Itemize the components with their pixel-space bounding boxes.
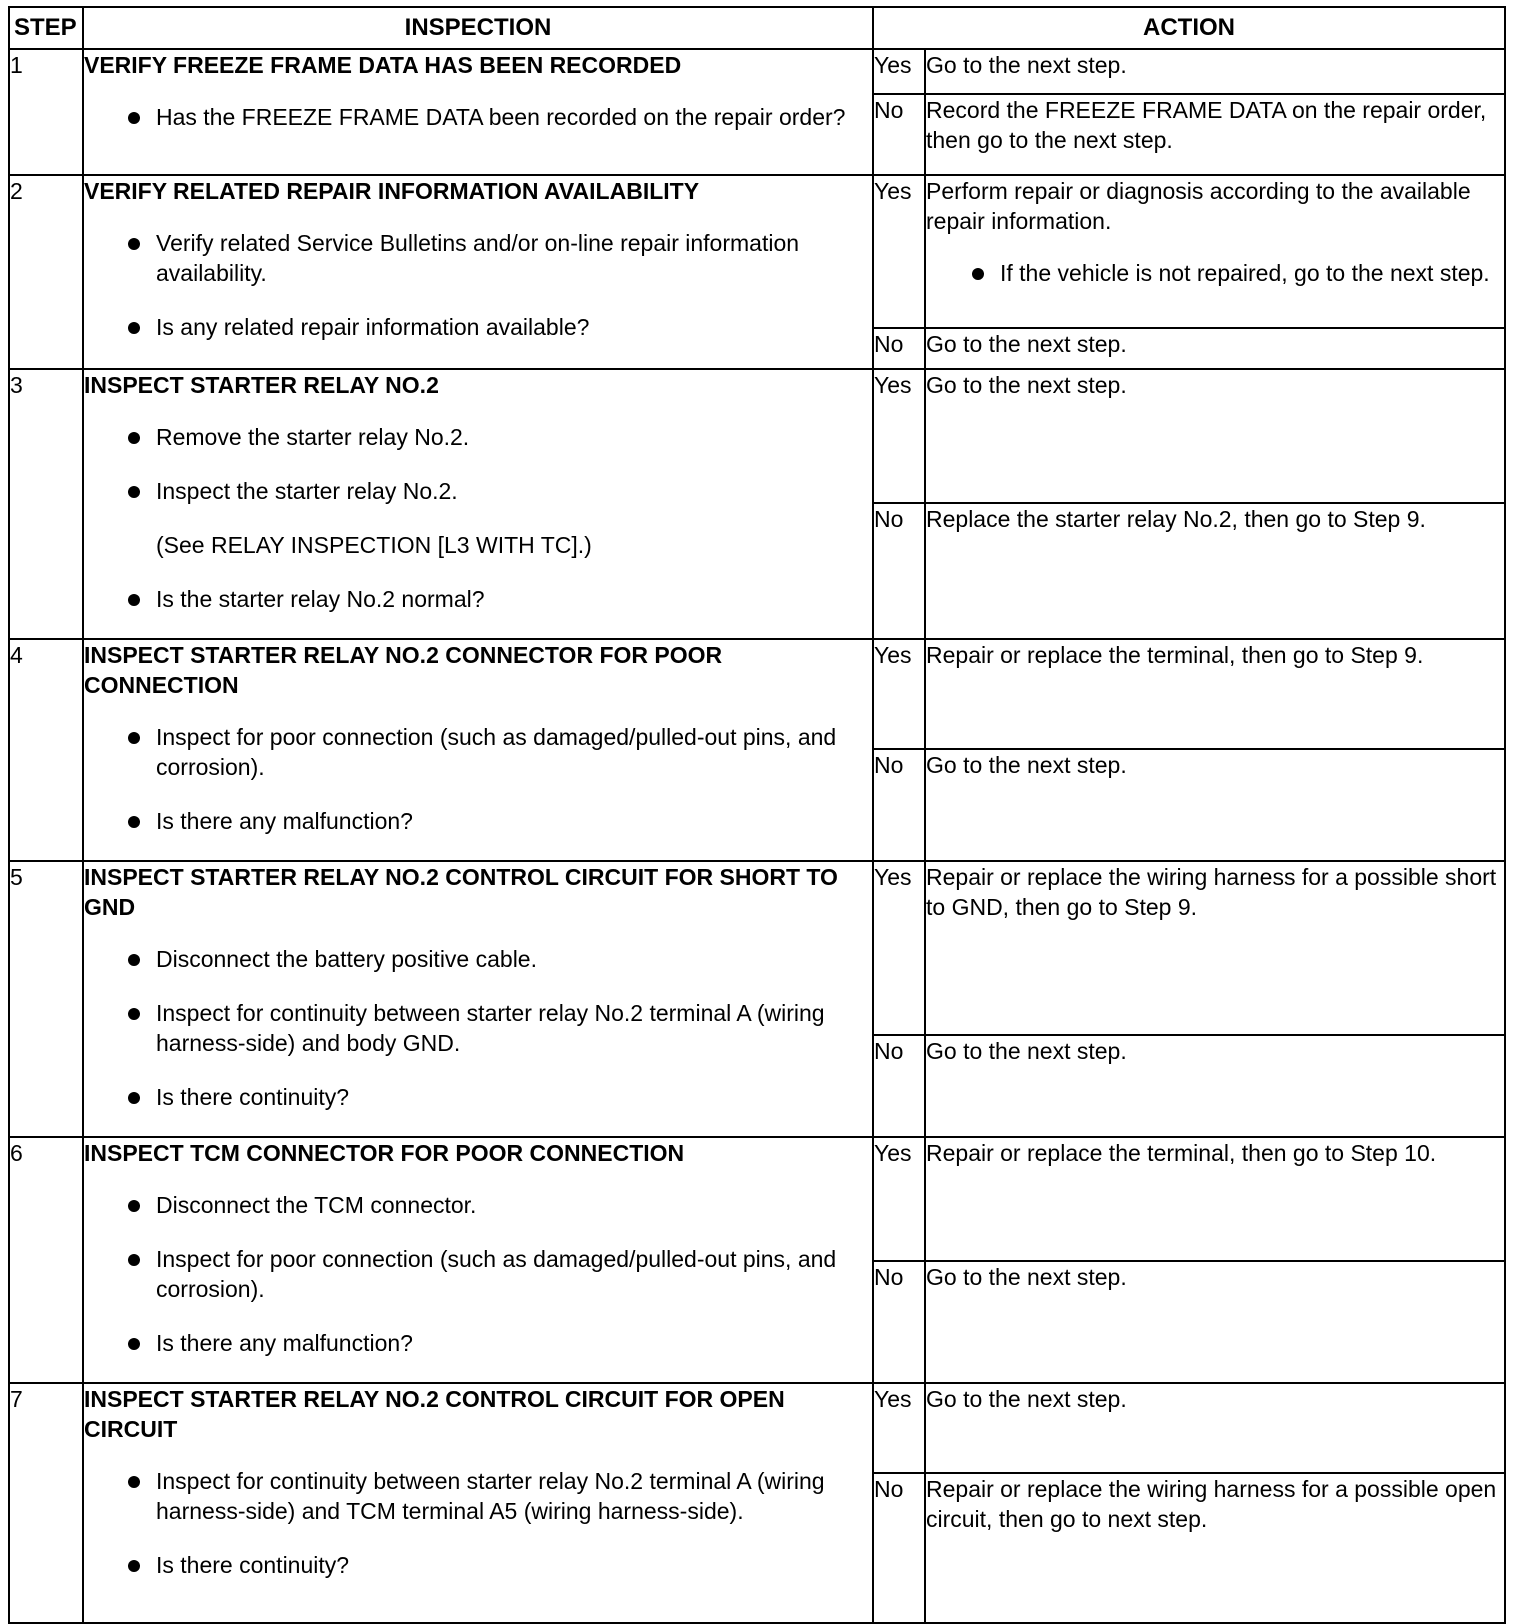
inspection-cell — [83, 49, 873, 175]
inspection-cell — [83, 861, 873, 1137]
inspection-bullet: Is the starter relay No.2 normal? — [84, 584, 872, 614]
inspection-title: INSPECT STARTER RELAY NO.2 CONTROL CIRCUIT FOR OPEN CIRCUIT — [84, 1386, 785, 1442]
table-header-row — [9, 7, 1505, 49]
inspection-bullet: Has the FREEZE FRAME DATA been recorded on the repair order? — [84, 102, 872, 132]
no-label: No — [873, 1035, 925, 1137]
inspection-bullet: Is there any malfunction? — [84, 1328, 872, 1358]
step-number: 6 — [9, 1137, 83, 1383]
inspection-title: INSPECT STARTER RELAY NO.2 CONTROL CIRCUIT FOR SHORT TO GND — [84, 864, 838, 920]
inspection-bullet: Is there any malfunction? — [84, 806, 872, 836]
yes-label: Yes — [873, 861, 925, 1035]
step-number: 2 — [9, 175, 83, 369]
inspection-title: VERIFY RELATED REPAIR INFORMATION AVAILABILITY — [84, 178, 700, 204]
inspection-title: VERIFY FREEZE FRAME DATA HAS BEEN RECORDED — [84, 52, 682, 78]
table-row — [9, 861, 1505, 1035]
inspection-reference-note: (See RELAY INSPECTION [L3 WITH TC].) — [156, 532, 592, 558]
inspection-cell — [83, 1383, 873, 1623]
table-row — [9, 175, 1505, 328]
yes-label: Yes — [873, 49, 925, 94]
no-action: Go to the next step. — [925, 1035, 1505, 1137]
table-row — [9, 369, 1505, 503]
inspection-bullet: Inspect for poor connection (such as damaged/pulled-out pins, and corrosion). — [84, 722, 872, 782]
step-number: 3 — [9, 369, 83, 639]
inspection-bullet: Is there continuity? — [84, 1082, 872, 1112]
yes-action: Perform repair or diagnosis according to the available repair information. — [926, 178, 1471, 234]
step-number: 7 — [9, 1383, 83, 1623]
yes-action: Go to the next step. — [925, 369, 1505, 503]
yes-action: Go to the next step. — [925, 1383, 1505, 1473]
yes-label: Yes — [873, 639, 925, 749]
yes-label: Yes — [873, 369, 925, 503]
no-action: Record the FREEZE FRAME DATA on the repair order, then go to the next step. — [925, 94, 1505, 175]
yes-action: Repair or replace the terminal, then go to Step 9. — [925, 639, 1505, 749]
no-label: No — [873, 503, 925, 639]
inspection-bullet: Inspect for poor connection (such as damaged/pulled-out pins, and corrosion). — [84, 1244, 872, 1304]
yes-action: Repair or replace the terminal, then go to Step 10. — [925, 1137, 1505, 1261]
step-number: 5 — [9, 861, 83, 1137]
table-row — [9, 1137, 1505, 1261]
header-action: ACTION — [873, 7, 1505, 49]
no-action: Repair or replace the wiring harness for a possible open circuit, then go to next step. — [925, 1473, 1505, 1623]
inspection-bullet: Disconnect the battery positive cable. — [84, 944, 872, 974]
no-action: Go to the next step. — [925, 328, 1505, 369]
inspection-cell — [83, 369, 873, 639]
no-label: No — [873, 1473, 925, 1623]
no-action: Go to the next step. — [925, 749, 1505, 861]
no-label: No — [873, 328, 925, 369]
inspection-title: INSPECT STARTER RELAY NO.2 — [84, 372, 439, 398]
no-label: No — [873, 749, 925, 861]
inspection-title: INSPECT TCM CONNECTOR FOR POOR CONNECTION — [84, 1140, 685, 1166]
table-row — [9, 49, 1505, 94]
inspection-bullet: Inspect for continuity between starter relay No.2 terminal A (wiring harness-side) and body GND. — [84, 998, 872, 1058]
yes-action-cell — [925, 175, 1505, 328]
table-row — [9, 1383, 1505, 1473]
header-inspection: INSPECTION — [83, 7, 873, 49]
no-label: No — [873, 94, 925, 175]
inspection-bullet: Inspect for continuity between starter relay No.2 terminal A (wiring harness-side) and TCM terminal A5 (wiring harness-side). — [84, 1466, 872, 1526]
inspection-bullet: Disconnect the TCM connector. — [84, 1190, 872, 1220]
yes-action: Repair or replace the wiring harness for a possible short to GND, then go to Step 9. — [925, 861, 1505, 1035]
yes-label: Yes — [873, 1383, 925, 1473]
inspection-bullet: Verify related Service Bulletins and/or on-line repair information availability. — [84, 228, 872, 288]
inspection-cell — [83, 175, 873, 369]
inspection-title: INSPECT STARTER RELAY NO.2 CONNECTOR FOR POOR CONNECTION — [84, 642, 723, 698]
inspection-cell — [83, 1137, 873, 1383]
inspection-bullet: Is there continuity? — [84, 1550, 872, 1580]
inspection-bullet: Inspect the starter relay No.2. — [84, 476, 872, 506]
table-row — [9, 639, 1505, 749]
yes-action: Go to the next step. — [925, 49, 1505, 94]
diagnostic-procedure-table — [8, 6, 1506, 1624]
yes-label: Yes — [873, 175, 925, 328]
no-action: Go to the next step. — [925, 1261, 1505, 1383]
yes-action-subbullet: If the vehicle is not repaired, go to the next step. — [926, 258, 1504, 288]
inspection-bullet: Remove the starter relay No.2. — [84, 422, 872, 452]
no-action: Replace the starter relay No.2, then go to Step 9. — [925, 503, 1505, 639]
inspection-bullet: Is any related repair information available? — [84, 312, 872, 342]
no-label: No — [873, 1261, 925, 1383]
step-number: 4 — [9, 639, 83, 861]
inspection-cell — [83, 639, 873, 861]
step-number: 1 — [9, 49, 83, 175]
header-step: STEP — [9, 7, 83, 49]
yes-label: Yes — [873, 1137, 925, 1261]
